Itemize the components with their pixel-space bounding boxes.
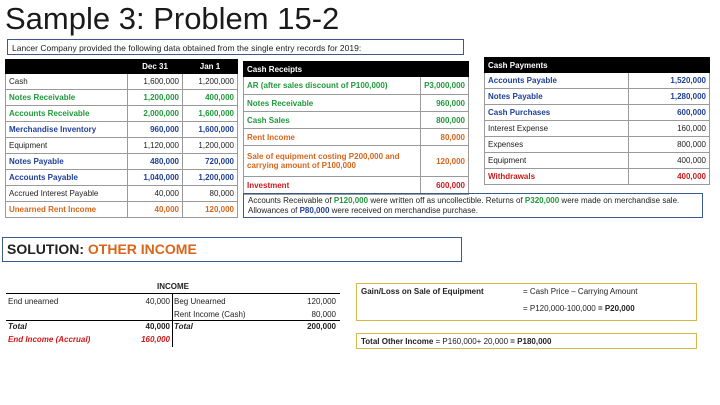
payments-row: [485, 169, 710, 185]
gain-loss-result: = P20,000: [597, 304, 635, 313]
balances-jan1: 1,600,000: [183, 122, 238, 138]
gain-loss-line1: = Cash Price – Carrying Amount: [523, 287, 638, 296]
total-other-income-label: Total Other Income: [361, 337, 434, 346]
note-text-2: were written off as uncollectible. Returns of: [368, 196, 525, 205]
payments-label: Interest Expense: [485, 121, 629, 137]
balances-label: Cash: [6, 74, 128, 90]
t-total-right: 200,000: [307, 322, 336, 331]
payments-label: Accounts Payable: [485, 73, 629, 89]
receipts-row: [244, 129, 469, 146]
payments-row: [485, 89, 710, 105]
balances-jan1: 1,200,000: [183, 138, 238, 154]
balances-jan1: 400,000: [183, 90, 238, 106]
balances-row: [6, 138, 238, 154]
receipts-row: [244, 177, 469, 195]
t-account-top-rule: [6, 293, 340, 294]
payments-row: [485, 105, 710, 121]
payments-label: Equipment: [485, 153, 629, 169]
balances-label: Unearned Rent Income: [6, 202, 128, 218]
t-account-title: INCOME: [157, 282, 189, 291]
t-end-label: End Income (Accrual): [8, 335, 91, 344]
note-value-3: P80,000: [299, 206, 330, 215]
balances-jan1: 1,200,000: [183, 74, 238, 90]
balances-header-row: [6, 60, 238, 74]
t-left-amount-0: 40,000: [145, 297, 170, 306]
gain-loss-line2-prefix: = P120,000-100,000: [523, 304, 598, 313]
receipts-header-row: [244, 62, 469, 77]
receipts-row: [244, 112, 469, 129]
balances-label: Merchandise Inventory: [6, 122, 128, 138]
gain-loss-label: Gain/Loss on Sale of Equipment: [361, 287, 484, 296]
payments-amount: 400,000: [629, 153, 710, 169]
receipts-row: [244, 146, 469, 177]
payments-amount: 160,000: [629, 121, 710, 137]
receipts-header: Cash Receipts: [244, 62, 469, 77]
balances-table: [5, 59, 238, 218]
payments-header: Cash Payments: [485, 58, 710, 73]
receipts-amount: 960,000: [421, 95, 469, 112]
solution-heading: [2, 237, 462, 262]
balances-dec31: 2,000,000: [128, 106, 183, 122]
balances-header-dec31: Dec 31: [128, 60, 183, 74]
payments-amount: 1,280,000: [629, 89, 710, 105]
page-title: Sample 3: Problem 15-2: [5, 1, 340, 36]
balances-row: [6, 106, 238, 122]
total-other-income-result: = P180,000: [510, 337, 552, 346]
balances-row: [6, 122, 238, 138]
payments-label: Cash Purchases: [485, 105, 629, 121]
balances-label: Accrued Interest Payable: [6, 186, 128, 202]
total-other-income-box: [356, 333, 697, 349]
note-value-1: P120,000: [333, 196, 369, 205]
note-text-3: were made on merchandise sale. Allowances of: [248, 196, 680, 215]
t-total-left: 40,000: [145, 322, 170, 331]
receipts-amount: 80,000: [421, 129, 469, 146]
payments-header-row: [485, 58, 710, 73]
balances-row: [6, 186, 238, 202]
balances-label: Notes Payable: [6, 154, 128, 170]
cash-receipts-table: [243, 61, 469, 195]
balances-label: Accounts Payable: [6, 170, 128, 186]
t-right-amount-0: 120,000: [307, 297, 336, 306]
note-value-2: P320,000: [524, 196, 560, 205]
balances-dec31: 480,000: [128, 154, 183, 170]
receipts-label: Notes Receivable: [244, 95, 421, 112]
balances-header-jan1: Jan 1: [183, 60, 238, 74]
t-total-label-left: Total: [8, 322, 27, 331]
balances-jan1: 1,600,000: [183, 106, 238, 122]
t-account-total-rule: [6, 320, 340, 321]
income-t-account: [6, 282, 340, 349]
receipts-label: Investment: [244, 177, 421, 195]
balances-label: Notes Receivable: [6, 90, 128, 106]
receipts-amount: 120,000: [421, 146, 469, 177]
receipts-label: AR (after sales discount of P100,000): [244, 77, 421, 95]
t-right-label-0: Beg Unearned: [174, 297, 226, 306]
payments-row: [485, 73, 710, 89]
receipts-amount: P3,000,000: [421, 77, 469, 95]
balances-jan1: 720,000: [183, 154, 238, 170]
t-left-label-0: End unearned: [8, 297, 59, 306]
balances-label: Equipment: [6, 138, 128, 154]
payments-amount: 800,000: [629, 137, 710, 153]
balances-jan1: 80,000: [183, 186, 238, 202]
balances-dec31: 1,200,000: [128, 90, 183, 106]
balances-dec31: 1,040,000: [128, 170, 183, 186]
balances-label: Accounts Receivable: [6, 106, 128, 122]
intro-text: Lancer Company provided the following data obtained from the single entry records for 2019:: [7, 39, 464, 55]
balances-row: [6, 154, 238, 170]
payments-row: [485, 137, 710, 153]
balances-row: [6, 90, 238, 106]
balances-header-label: [6, 60, 128, 74]
gain-loss-box: [356, 283, 697, 321]
payments-amount: 1,520,000: [629, 73, 710, 89]
total-other-income-formula: = P160,000+ 20,000: [433, 337, 511, 346]
receipts-label: Rent Income: [244, 129, 421, 146]
cash-payments-table: [484, 57, 710, 185]
balances-dec31: 1,600,000: [128, 74, 183, 90]
t-right-amount-1: 80,000: [311, 310, 336, 319]
payments-row: [485, 121, 710, 137]
receipts-row: [244, 95, 469, 112]
balances-row: [6, 74, 238, 90]
payments-label: Expenses: [485, 137, 629, 153]
t-right-label-1: Rent Income (Cash): [174, 310, 246, 319]
balances-dec31: 40,000: [128, 202, 183, 218]
note-text-4: were received on merchandise purchase.: [329, 206, 478, 215]
payments-amount: 400,000: [629, 169, 710, 185]
payments-row: [485, 153, 710, 169]
receipts-amount: 600,000: [421, 177, 469, 195]
receipts-amount: 800,000: [421, 112, 469, 129]
payments-label: Notes Payable: [485, 89, 629, 105]
receipts-label: Sale of equipment costing P200,000 and carrying amount of P100,000: [244, 146, 421, 177]
balances-jan1: 1,200,000: [183, 170, 238, 186]
balances-jan1: 120,000: [183, 202, 238, 218]
t-total-label-right: Total: [174, 322, 193, 331]
gain-loss-line2: [523, 304, 635, 313]
balances-dec31: 960,000: [128, 122, 183, 138]
note-text-1: Accounts Receivable of: [248, 196, 334, 205]
receipts-label: Cash Sales: [244, 112, 421, 129]
solution-topic: OTHER INCOME: [87, 241, 197, 257]
balances-row: [6, 202, 238, 218]
adjustments-note: [243, 193, 703, 218]
balances-dec31: 40,000: [128, 186, 183, 202]
receipts-row: [244, 77, 469, 95]
balances-dec31: 1,120,000: [128, 138, 183, 154]
payments-amount: 600,000: [629, 105, 710, 121]
payments-label: Withdrawals: [485, 169, 629, 185]
balances-row: [6, 170, 238, 186]
solution-label: SOLUTION:: [7, 241, 88, 257]
t-end-amount: 160,000: [141, 335, 170, 344]
